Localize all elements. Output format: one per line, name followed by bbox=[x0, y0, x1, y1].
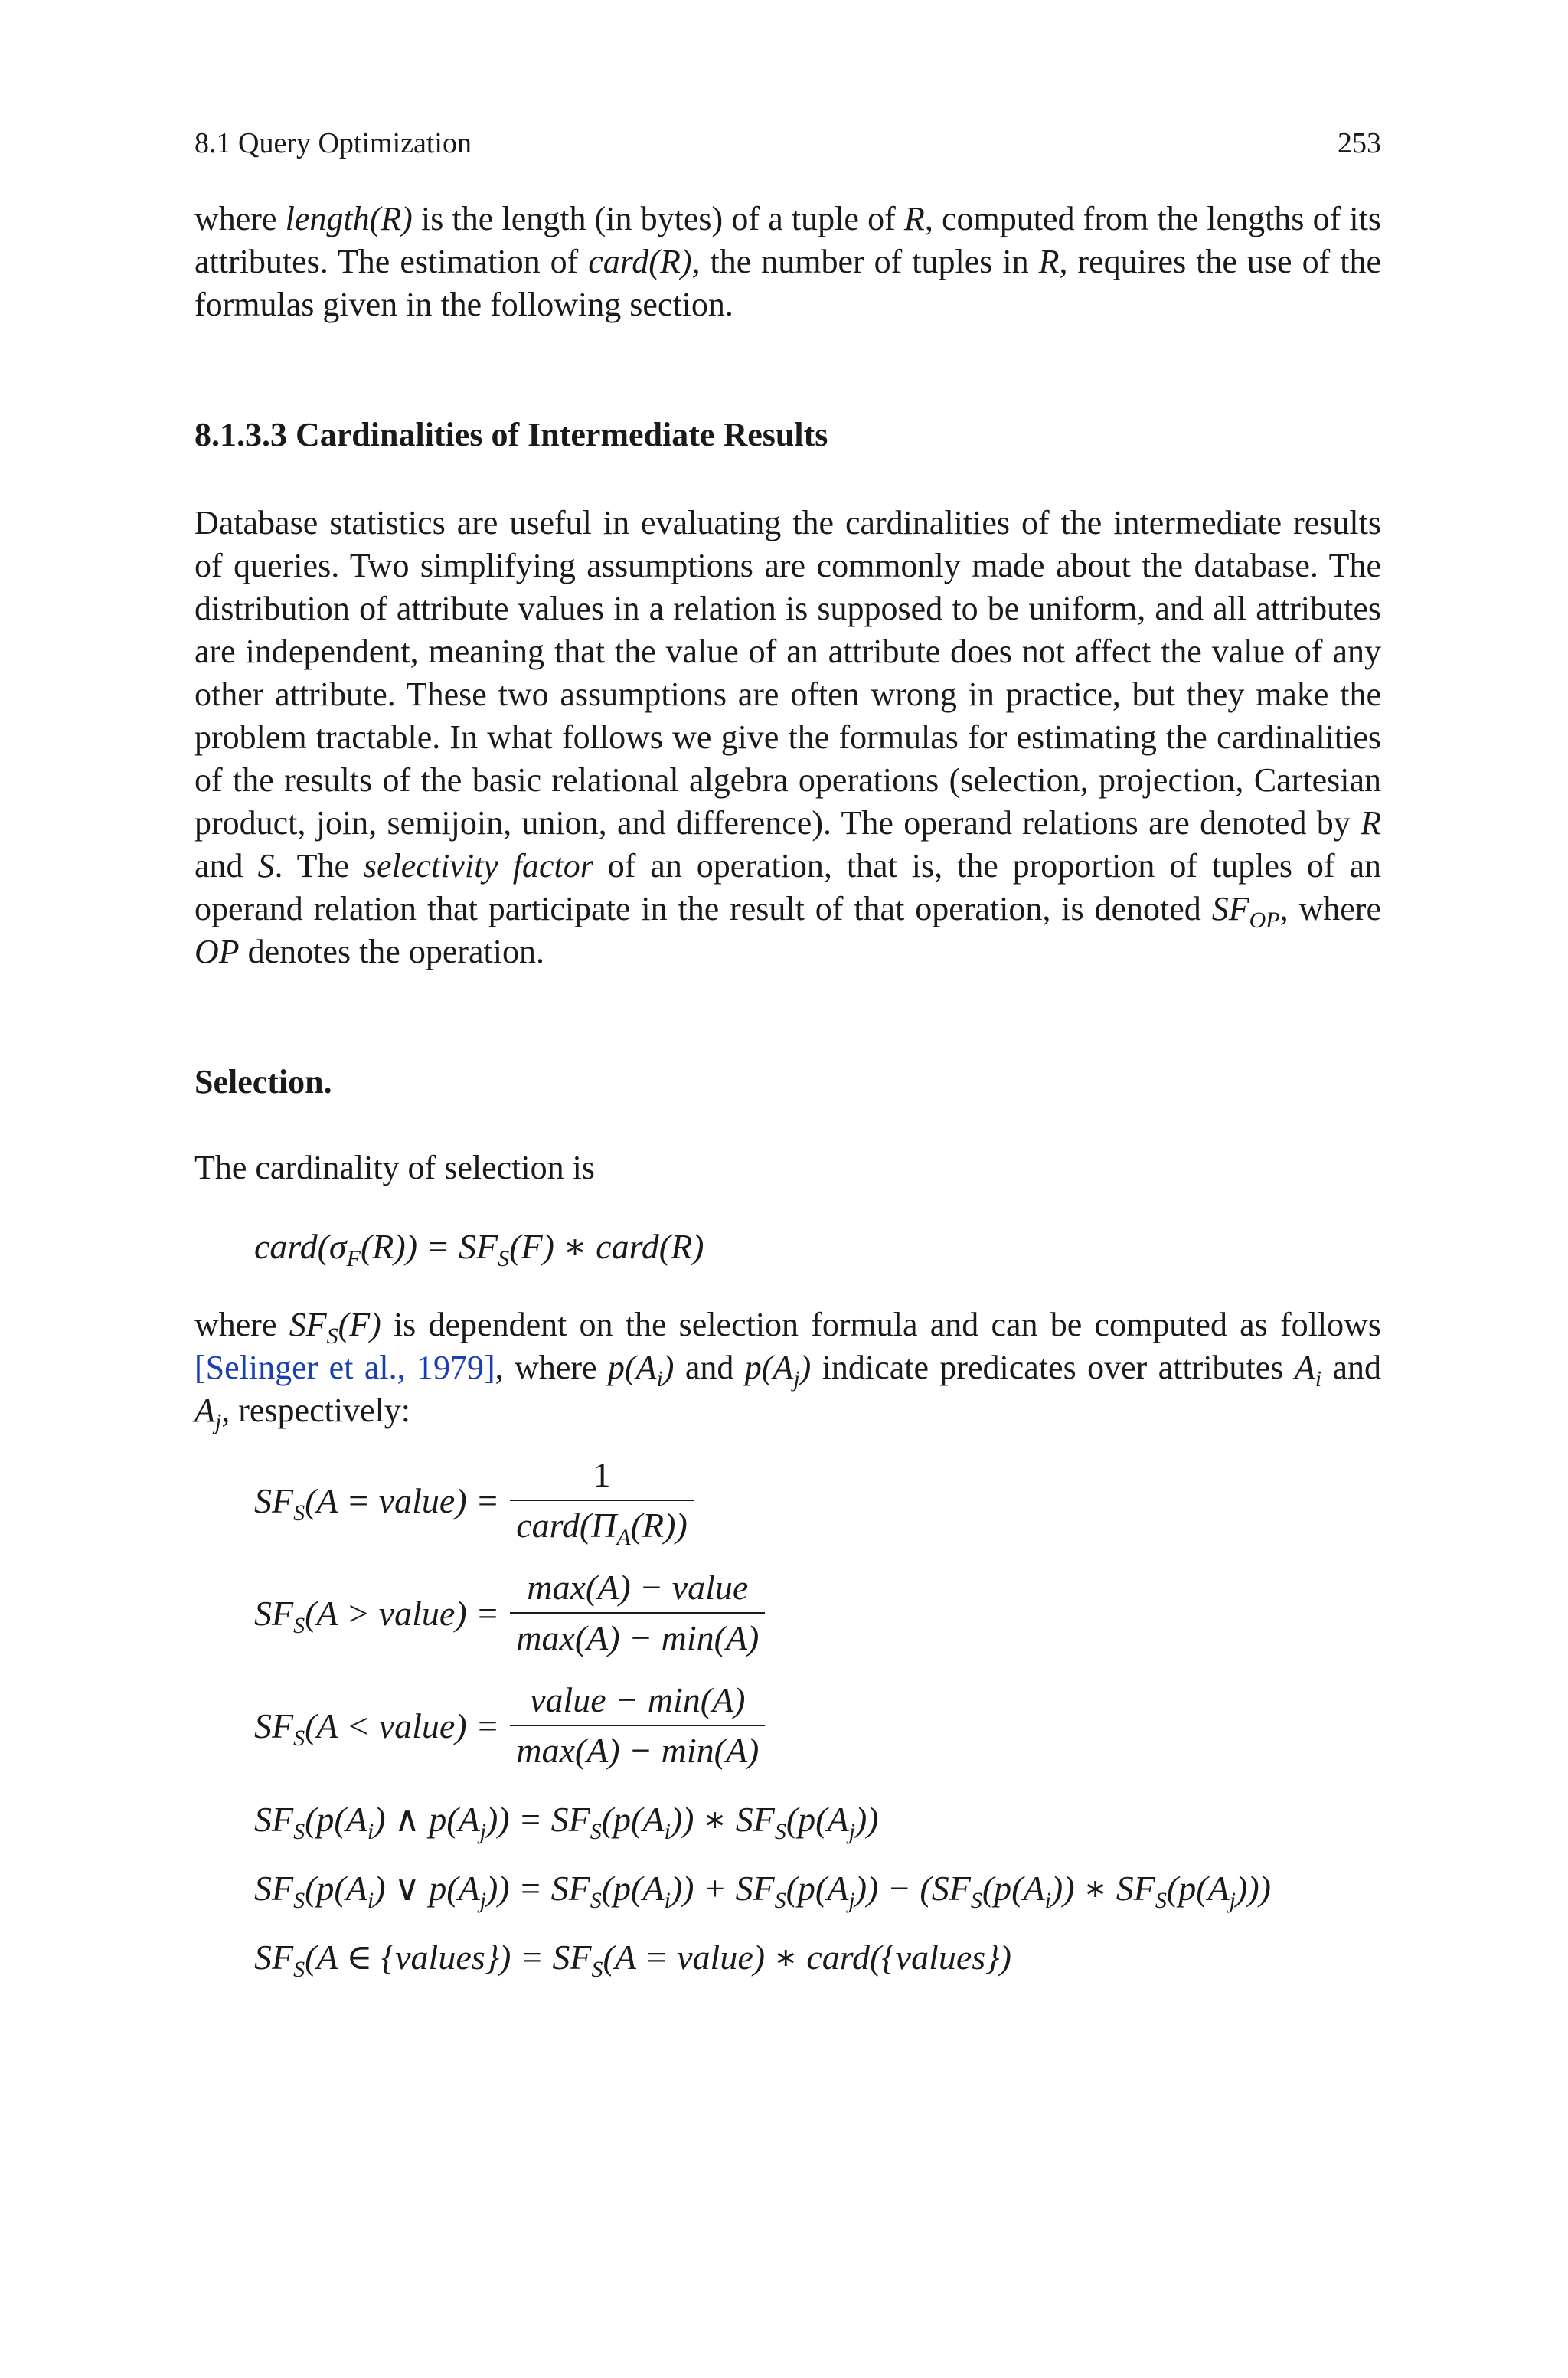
formula-sf-in: $SF_S(A$ ∈ {values}) = $SF_S(A$ = value) ∗ card({values}) bbox=[254, 1938, 1011, 1982]
formula-sf-less: $SF_S(A$ < value) = $\frac{\text{value − min(A)}}{\max(A) - \min(A)}$ bbox=[254, 1679, 765, 1772]
main-paragraph: Database statistics are useful in evaluating the cardinalities of the intermediate results of queries. Two simplifying assumptions are commonly made about the database. The distribution of attribute values in a relation is supposed to be uniform, and all attributes are independent, meaning that the value of an attribute does not affect the value of any other attribute. These two assumptions are often wrong in practice, but they make the problem tractable. In what follows we give the formulas for estimating the cardinalities of the results of the basic relational algebra operations (selection, projection, Cartesian product, join, semijoin, union, and difference). The operand relations are denoted by R and S. The selectivity factor of an operation, that is, the proportion of tuples of an operand relation that participate in the result of that operation, is denoted $SF_{OP}$, where OP denotes the operation. bbox=[194, 504, 1381, 970]
fraction: $\frac{1}{card(\Pi_A(R))}$ bbox=[510, 1454, 694, 1547]
selection-heading: Selection. bbox=[194, 1063, 332, 1101]
formula-sf-equal: $SF_S(A$ = value) = $\frac{1}{card(\Pi_A(R))}$ bbox=[254, 1454, 694, 1547]
math-length-r: length(R) bbox=[285, 200, 413, 237]
fraction: $\frac{\text{value − min(A)}}{\max(A) - \min(A)}$ bbox=[510, 1679, 765, 1772]
selection-intro: The cardinality of selection is bbox=[194, 1149, 595, 1186]
section-heading: 8.1.3.3 Cardinalities of Intermediate Results bbox=[194, 416, 828, 453]
running-head bbox=[194, 125, 1381, 162]
formula-sf-greater: $SF_S(A$ > value) = $\frac{\text{max(A) − value}}{\max(A) - \min(A)}$ bbox=[254, 1566, 765, 1660]
page-number: 253 bbox=[1338, 127, 1381, 159]
fraction: $\frac{\text{max(A) − value}}{\max(A) - \min(A)}$ bbox=[510, 1566, 765, 1660]
intro-paragraph: where length(R) is the length (in bytes) of a tuple of R, computed from the lengths of its attributes. The estimation of card(R), the number of tuples in R, requires the use of the formulas given in the following section. bbox=[194, 200, 1381, 323]
citation-link[interactable]: [Selinger et al., 1979] bbox=[194, 1349, 495, 1386]
formula-sf-or: $SF_S(p(A_i)$ ∨ $p(A_j)) = SF_S(p(A_i)) + SF_S(p(A_j)) - (SF_S(p(A_i))$ ∗ $SF_S(p(A_j))$) bbox=[254, 1869, 1271, 1913]
running-head-section: 8.1 Query Optimization bbox=[194, 127, 472, 159]
term-selectivity-factor: selectivity factor bbox=[363, 847, 593, 885]
where-paragraph: where $SF_S(F)$ is dependent on the selection formula and can be computed as follows [Selinger et al., 1979], where $p(A_i)$ and $p(A_j)$ indicate predicates over attributes $A_i$ and $A_j$, respectively: bbox=[194, 1306, 1381, 1434]
math-card-r: card(R) bbox=[588, 243, 692, 280]
formula-sf-and: $SF_S(p(A_i)$ ∧ $p(A_j)) = SF_S(p(A_i))$ ∗ $SF_S(p(A_j))$ bbox=[254, 1800, 879, 1844]
formula-selection-cardinality: $card(\sigma_F(R)) = SF_S(F)$ ∗ card(R) bbox=[254, 1227, 704, 1271]
